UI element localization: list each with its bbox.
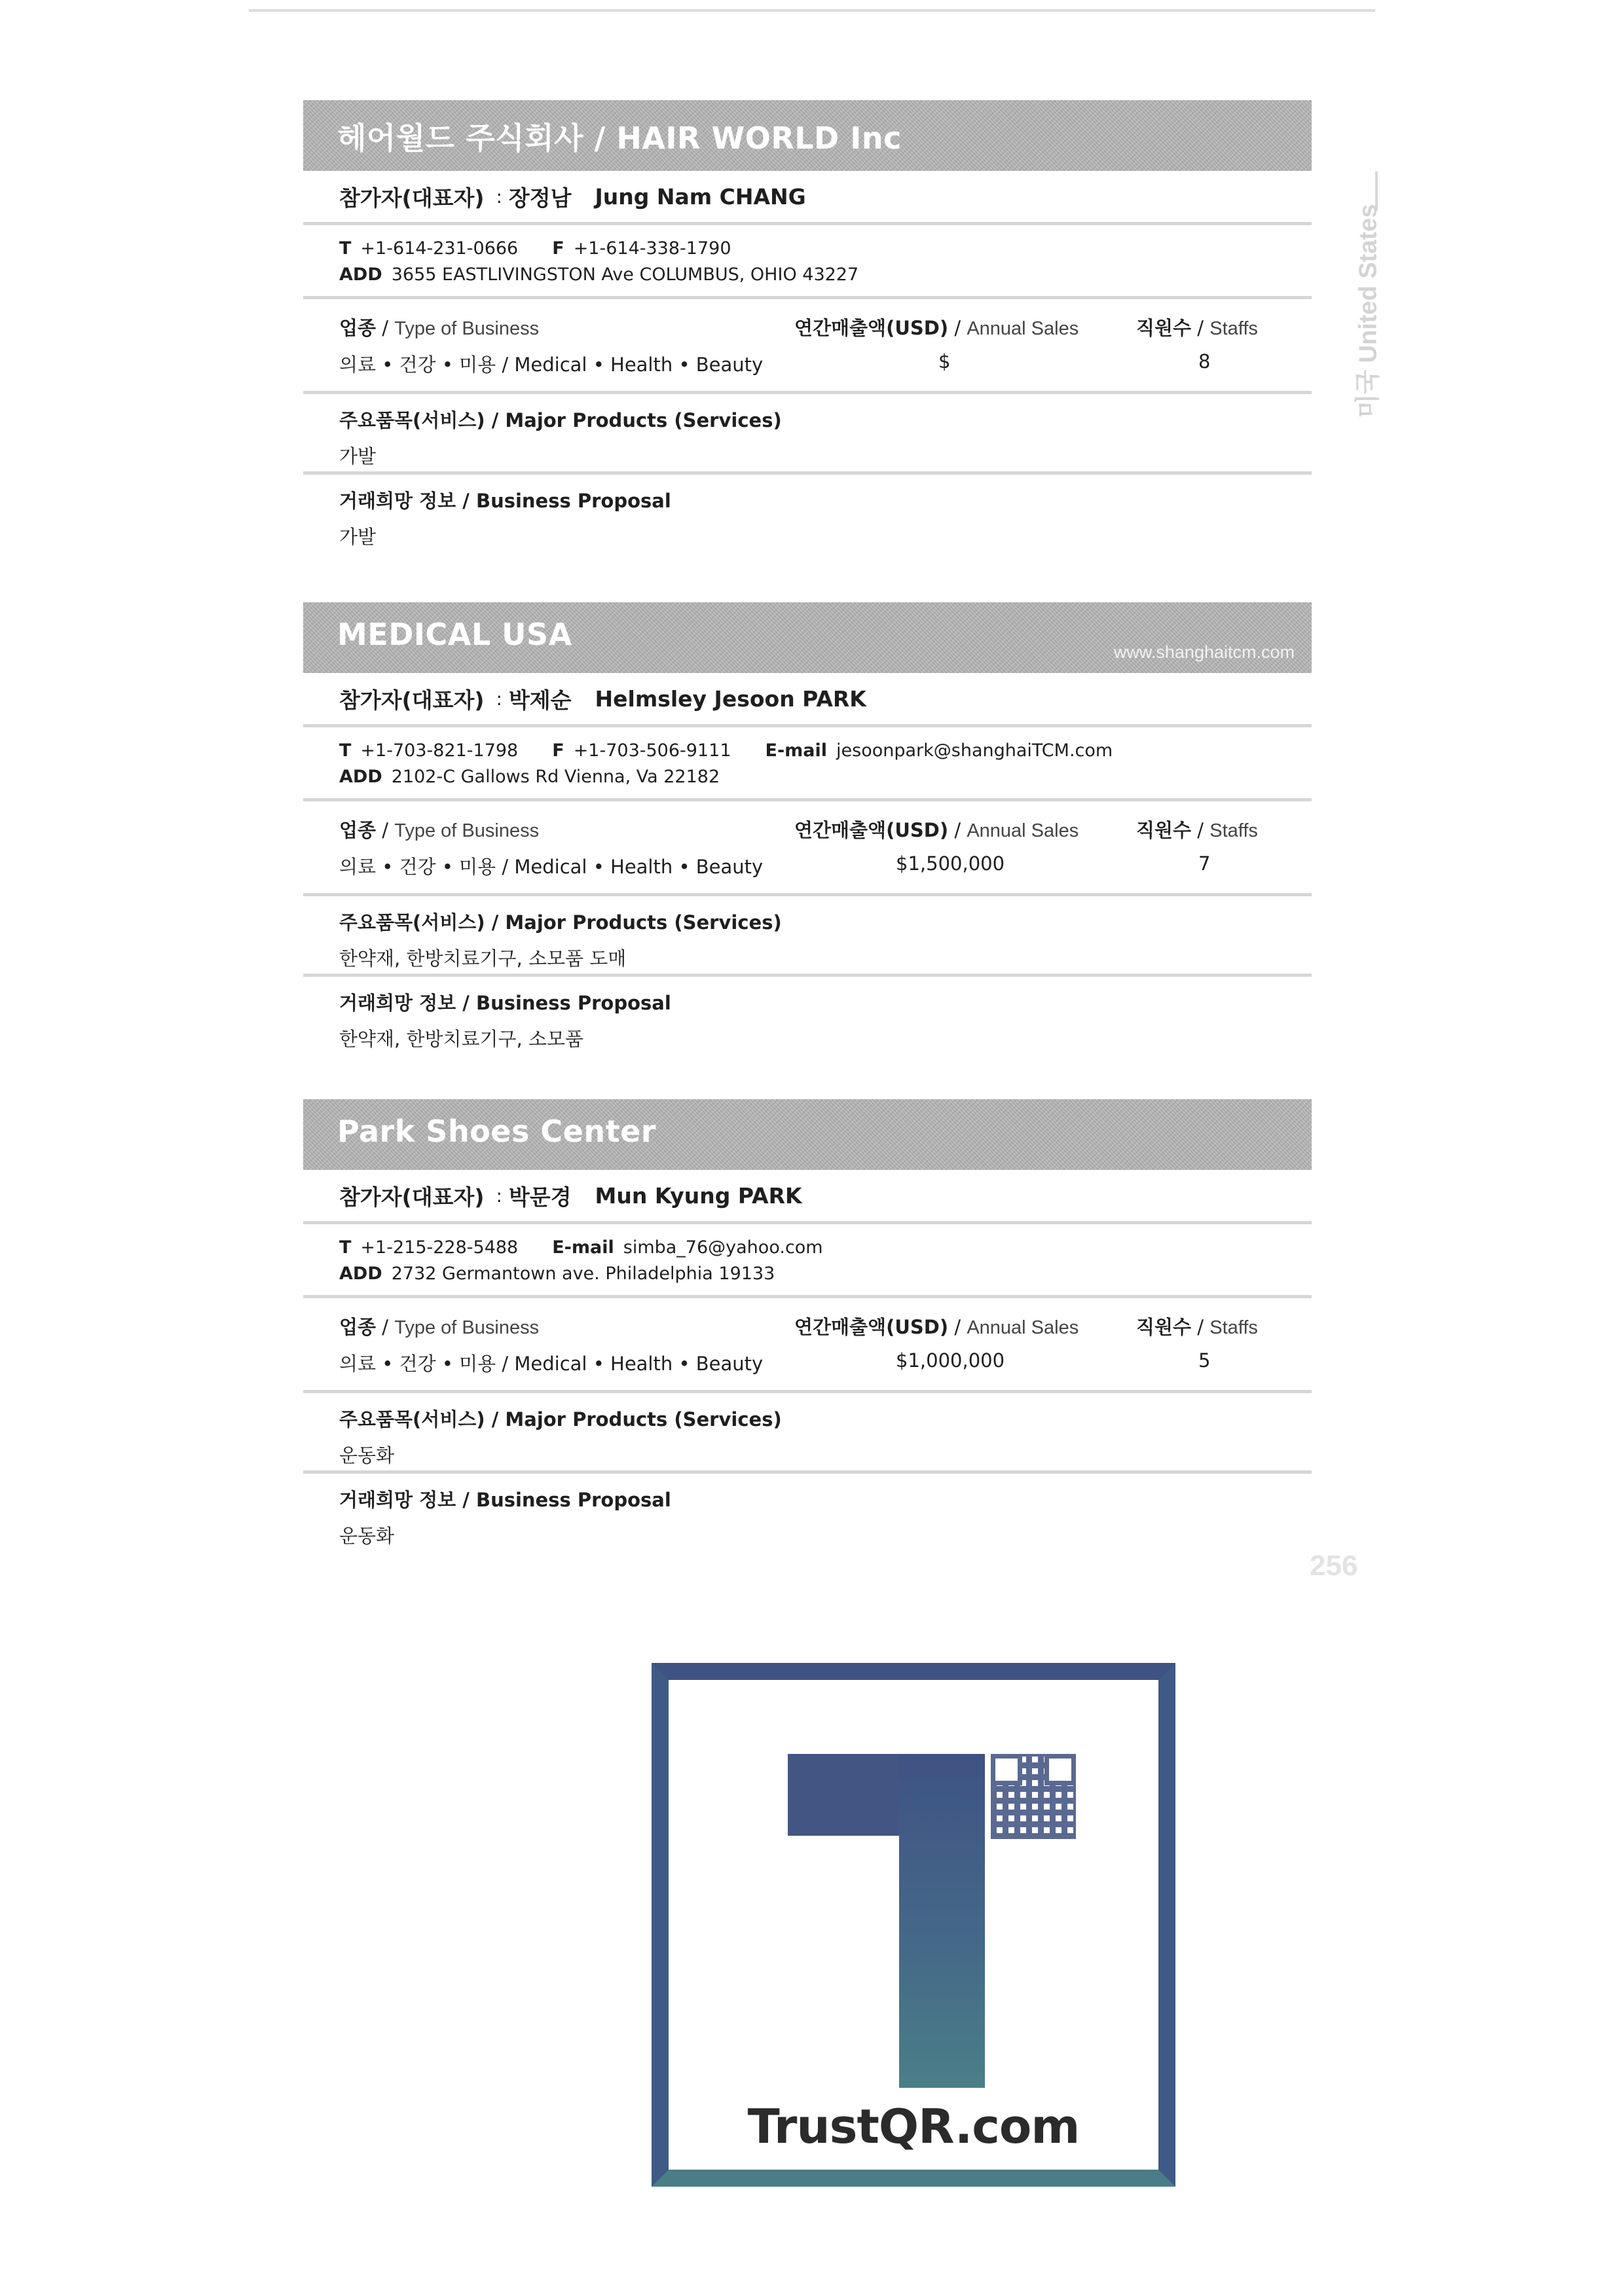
- type-label-en: Type of Business: [394, 820, 540, 841]
- rep-label: 참가자(대표자): [339, 1184, 485, 1210]
- contact-block: [303, 225, 1312, 296]
- annual-sales-value: $1,000,000: [896, 1349, 1005, 1372]
- type-header: [339, 816, 539, 843]
- staff-label-kr: 직원수: [1136, 317, 1192, 339]
- type-label-kr: 업종: [339, 317, 377, 339]
- business-type-value: 의료 • 건강 • 미용 / Medical • Health • Beauty: [339, 1353, 764, 1375]
- staff-header: [1136, 1313, 1258, 1339]
- contact-block: [303, 727, 1312, 798]
- email-value[interactable]: jesoonpark@shanghaiTCM.com: [836, 740, 1113, 761]
- top-rule: [249, 9, 1375, 12]
- proposal-value: 운동화: [339, 1525, 395, 1547]
- type-label-kr: 업종: [339, 1316, 377, 1338]
- type-label-en: Type of Business: [394, 318, 540, 339]
- fax-label: F: [552, 238, 564, 259]
- trustqr-watermark: [652, 1663, 1175, 2187]
- proposal-block: [303, 1474, 1312, 1551]
- products-value: 한약재, 한방치료기구, 소모품 도매: [339, 947, 627, 970]
- business-info: [303, 299, 1312, 391]
- watermark-text: TrustQR.com: [747, 2099, 1080, 2154]
- business-info: [303, 1298, 1312, 1390]
- sales-header: [794, 1313, 1079, 1339]
- sales-label-kr: 연간매출액(USD): [794, 1316, 949, 1338]
- fax-value: +1-614-338-1790: [573, 238, 731, 259]
- tel-label: T: [339, 238, 352, 259]
- rep-label: 참가자(대표자): [339, 185, 485, 211]
- proposal-value: 가발: [339, 526, 377, 548]
- address-value: 2732 Germantown ave. Philadelphia 19133: [391, 1264, 775, 1284]
- proposal-block: [303, 475, 1312, 552]
- staff-slash: /: [1197, 1316, 1204, 1338]
- side-country-text: 미국 United States: [1354, 204, 1382, 418]
- rep-name-english: Helmsley Jesoon PARK: [595, 685, 866, 712]
- sales-slash: /: [954, 317, 961, 339]
- address-value: 2102-C Gallows Rd Vienna, Va 22182: [391, 767, 720, 787]
- sales-label-kr: 연간매출액(USD): [794, 819, 949, 841]
- sales-slash: /: [954, 1316, 961, 1338]
- company-card-2: [303, 602, 1312, 1054]
- page-number: 256: [1310, 1550, 1358, 1582]
- address-line: [339, 764, 1312, 790]
- tel-value: +1-614-231-0666: [360, 238, 519, 259]
- business-type-value: 의료 • 건강 • 미용 / Medical • Health • Beauty: [339, 856, 764, 878]
- company-banner: [303, 100, 1312, 171]
- side-country-label: [1346, 170, 1385, 452]
- company-title: 헤어월드 주식회사 / HAIR WORLD Inc: [337, 120, 902, 156]
- staff-label-en: Staffs: [1209, 820, 1258, 841]
- type-label-kr: 업종: [339, 819, 377, 841]
- annual-sales-value: $1,500,000: [896, 852, 1005, 875]
- proposal-label: 거래희망 정보 / Business Proposal: [339, 992, 671, 1014]
- business-info: [303, 801, 1312, 893]
- rep-name-english: Mun Kyung PARK: [595, 1182, 802, 1209]
- contact-block: [303, 1224, 1312, 1295]
- sales-header: [794, 816, 1079, 843]
- rep-name-english: Jung Nam CHANG: [595, 183, 806, 210]
- rep-name-korean: 박제순: [508, 687, 572, 713]
- representative-row: [303, 171, 1312, 222]
- products-label: 주요품목(서비스) / Major Products (Services): [339, 911, 782, 934]
- company-banner: [303, 1099, 1312, 1170]
- qr-code-icon: [991, 1754, 1076, 1839]
- products-value: 운동화: [339, 1444, 395, 1467]
- annual-sales-value: $: [938, 350, 951, 373]
- business-type-value: 의료 • 건강 • 미용 / Medical • Health • Beauty: [339, 354, 764, 376]
- staffs-value: 8: [1198, 350, 1211, 373]
- products-label: 주요품목(서비스) / Major Products (Services): [339, 409, 782, 431]
- sales-label-en: Annual Sales: [967, 318, 1079, 339]
- staff-label-en: Staffs: [1209, 318, 1258, 339]
- staffs-value: 5: [1198, 1349, 1211, 1372]
- type-slash: /: [382, 1316, 389, 1338]
- tel-value: +1-215-228-5488: [360, 1237, 519, 1258]
- tel-value: +1-703-821-1798: [360, 740, 519, 761]
- staff-header: [1136, 314, 1258, 340]
- company-title: Park Shoes Center: [337, 1114, 656, 1149]
- t-logo-stem: [899, 1754, 985, 2088]
- staff-label-kr: 직원수: [1136, 819, 1192, 841]
- phone-line: [339, 1235, 1312, 1261]
- proposal-label: 거래희망 정보 / Business Proposal: [339, 490, 671, 512]
- email-value[interactable]: simba_76@yahoo.com: [623, 1237, 823, 1258]
- tel-label: T: [339, 740, 352, 761]
- type-slash: /: [382, 819, 389, 841]
- email-label: E-mail: [552, 1237, 614, 1258]
- staff-slash: /: [1197, 819, 1204, 841]
- email-label: E-mail: [765, 740, 828, 761]
- staff-header: [1136, 816, 1258, 843]
- products-block: [303, 896, 1312, 974]
- proposal-block: [303, 977, 1312, 1054]
- staff-label-en: Staffs: [1209, 1317, 1258, 1338]
- staff-slash: /: [1197, 317, 1204, 339]
- staff-label-kr: 직원수: [1136, 1316, 1192, 1338]
- proposal-label: 거래희망 정보 / Business Proposal: [339, 1489, 671, 1511]
- type-label-en: Type of Business: [394, 1317, 540, 1338]
- rep-name-korean: 장정남: [508, 185, 572, 211]
- phone-line: [339, 236, 1312, 262]
- company-card-3: [303, 1099, 1312, 1551]
- sales-label-kr: 연간매출액(USD): [794, 317, 949, 339]
- address-line: [339, 262, 1312, 288]
- products-label: 주요품목(서비스) / Major Products (Services): [339, 1408, 782, 1430]
- rep-colon: :: [496, 687, 502, 710]
- staffs-value: 7: [1198, 852, 1211, 875]
- type-slash: /: [382, 317, 389, 339]
- representative-row: [303, 1170, 1312, 1221]
- phone-line: [339, 738, 1312, 764]
- address-label: ADD: [339, 1264, 382, 1284]
- products-value: 가발: [339, 445, 377, 467]
- sales-header: [794, 314, 1079, 340]
- sales-slash: /: [954, 819, 961, 841]
- address-label: ADD: [339, 264, 382, 285]
- proposal-value: 한약재, 한방치료기구, 소모품: [339, 1028, 584, 1050]
- type-header: [339, 1313, 539, 1339]
- company-card-1: [303, 100, 1312, 552]
- company-title: MEDICAL USA: [337, 617, 572, 652]
- tel-label: T: [339, 1237, 352, 1258]
- company-website[interactable]: www.shanghaitcm.com: [1113, 642, 1295, 662]
- type-header: [339, 314, 539, 340]
- sales-label-en: Annual Sales: [967, 820, 1079, 841]
- rep-colon: :: [496, 185, 502, 208]
- representative-row: [303, 673, 1312, 724]
- sales-label-en: Annual Sales: [967, 1317, 1079, 1338]
- products-block: [303, 394, 1312, 471]
- t-logo-bar: [788, 1754, 899, 1836]
- rep-colon: :: [496, 1184, 502, 1207]
- address-line: [339, 1261, 1312, 1287]
- rep-label: 참가자(대표자): [339, 687, 485, 713]
- address-value: 3655 EASTLIVINGSTON Ave COLUMBUS, OHIO 43227: [391, 264, 859, 285]
- company-banner: [303, 602, 1312, 673]
- rep-name-korean: 박문경: [508, 1184, 572, 1210]
- products-block: [303, 1393, 1312, 1470]
- fax-label: F: [552, 740, 564, 761]
- address-label: ADD: [339, 767, 382, 787]
- fax-value: +1-703-506-9111: [573, 740, 731, 761]
